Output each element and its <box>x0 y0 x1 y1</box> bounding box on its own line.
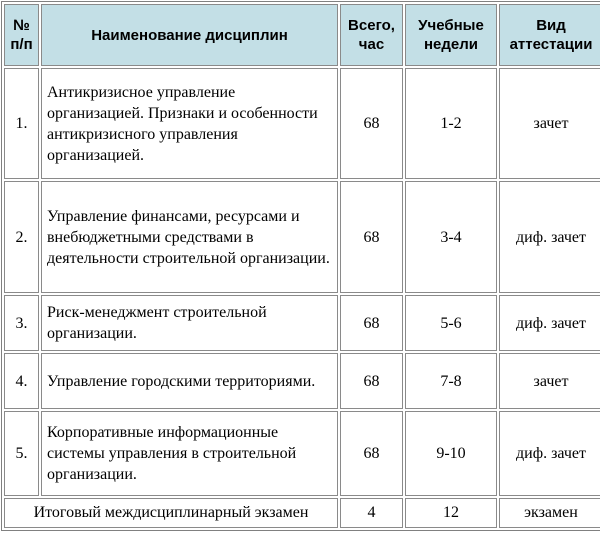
header-cert: Вид аттестации <box>499 4 600 66</box>
row-weeks: 5-6 <box>405 295 497 351</box>
final-exam-hours: 4 <box>340 498 403 528</box>
header-hours: Всего, час <box>340 4 403 66</box>
row-weeks: 7-8 <box>405 353 497 409</box>
row-certification: зачет <box>499 353 600 409</box>
final-exam-weeks: 12 <box>405 498 497 528</box>
header-name: Наименование дисциплин <box>41 4 338 66</box>
row-discipline: Управление городскими территориями. <box>41 353 338 409</box>
row-certification: диф. зачет <box>499 295 600 351</box>
row-hours: 68 <box>340 353 403 409</box>
table-row <box>4 181 600 292</box>
row-discipline: Корпоративные информационные системы управления в строительной организации. <box>41 411 338 495</box>
header-weeks: Учебные недели <box>405 4 497 66</box>
row-num: 4. <box>4 353 39 409</box>
final-exam-certification: экзамен <box>499 498 600 528</box>
row-hours: 68 <box>340 411 403 495</box>
curriculum-table <box>1 1 600 531</box>
row-weeks: 1-2 <box>405 68 497 179</box>
row-num: 1. <box>4 68 39 179</box>
row-discipline: Управление финансами, ресурсами и внебюджетными средствами в деятельности строительной организации. <box>41 181 338 292</box>
row-weeks: 3-4 <box>405 181 497 292</box>
final-exam-label: Итоговый междисциплинарный экзамен <box>4 498 338 528</box>
table-row <box>4 68 600 179</box>
row-hours: 68 <box>340 295 403 351</box>
final-exam-row <box>4 498 600 528</box>
row-num: 2. <box>4 181 39 292</box>
row-certification: диф. зачет <box>499 181 600 292</box>
row-certification: диф. зачет <box>499 411 600 495</box>
row-num: 5. <box>4 411 39 495</box>
row-hours: 68 <box>340 68 403 179</box>
table-row <box>4 295 600 351</box>
table-row <box>4 411 600 495</box>
row-num: 3. <box>4 295 39 351</box>
row-certification: зачет <box>499 68 600 179</box>
row-discipline: Риск-менеджмент строительной организации. <box>41 295 338 351</box>
table-row <box>4 353 600 409</box>
row-weeks: 9-10 <box>405 411 497 495</box>
table-header-row <box>4 4 600 66</box>
row-hours: 68 <box>340 181 403 292</box>
header-num: № п/п <box>4 4 39 66</box>
row-discipline: Антикризисное управление организацией. Признаки и особенности антикризисного управления организацией. <box>41 68 338 179</box>
